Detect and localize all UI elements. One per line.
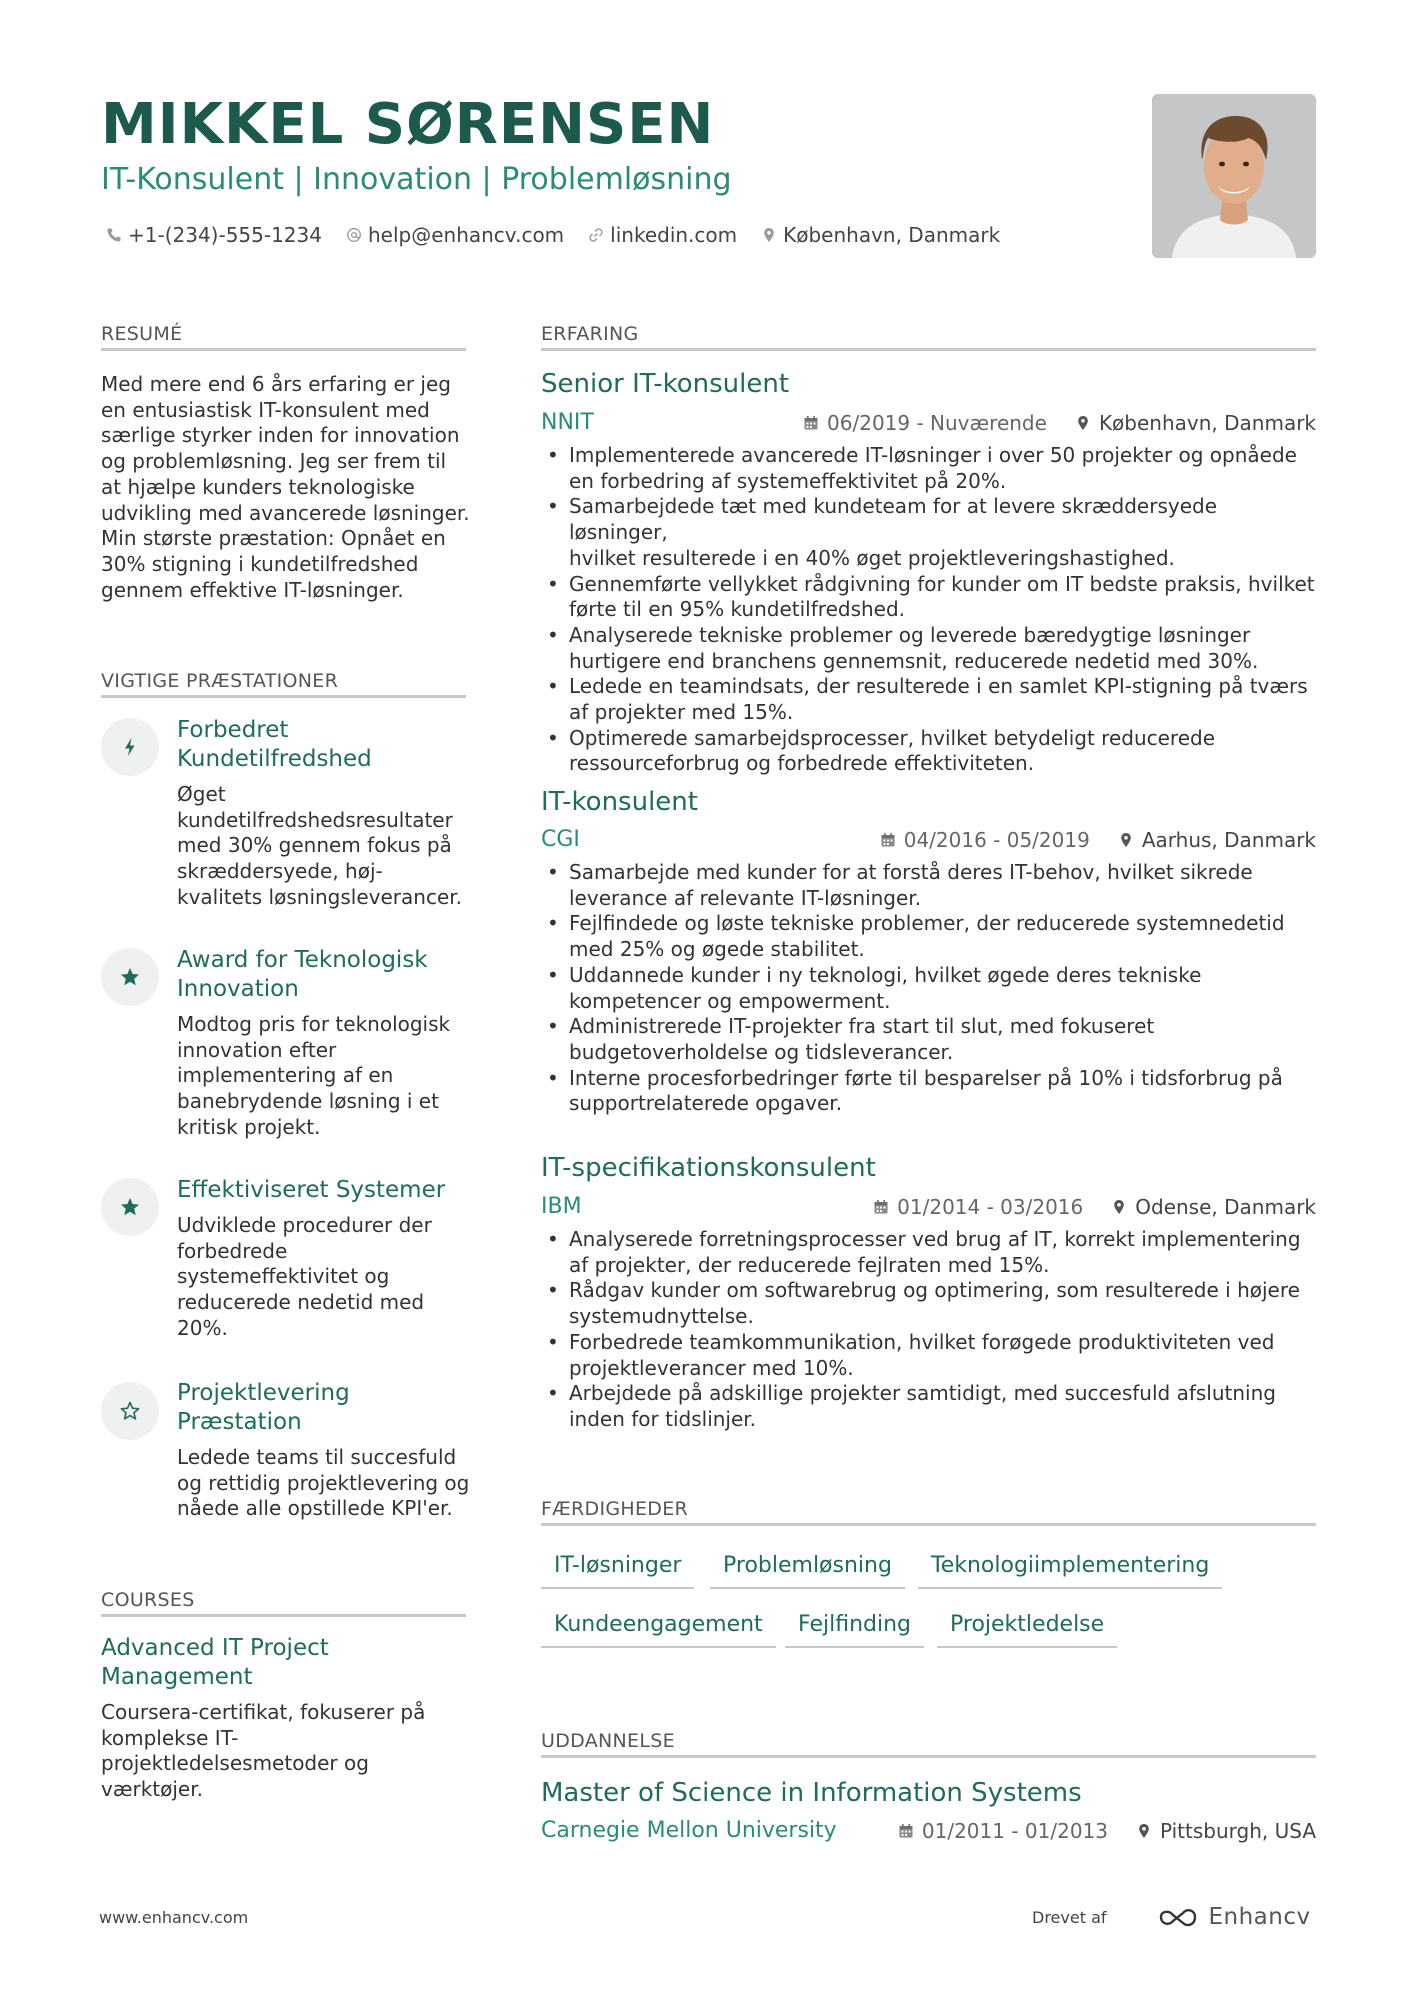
achievement-desc-line: nåede alle opstillede KPI'er.	[177, 1496, 453, 1521]
contact-text: +1-(234)-555-1234	[128, 223, 322, 247]
achievement-desc-line: systemeffektivitet og	[177, 1264, 390, 1289]
education-dates: 01/2011 - 01/2013	[921, 1819, 1108, 1843]
achievement-title-line: Forbedret	[177, 717, 289, 743]
achievement-desc-line: Øget	[177, 782, 226, 806]
location-icon	[1118, 832, 1134, 848]
achievement-title	[177, 1379, 467, 1437]
job-title: IT-specifikationskonsulent	[541, 1153, 876, 1183]
enhancv-logo-icon	[1155, 1905, 1209, 1929]
course-desc-line: værktøjer.	[101, 1777, 203, 1802]
achievements-section-title: VIGTIGE PRÆSTATIONER	[101, 670, 339, 692]
list-item: • Fejlfindede og løste tekniske problemer, der reducerede systemnedetid med 25% og øgede stabilitet.	[541, 911, 1321, 962]
achievement-title-line: Præstation	[177, 1409, 302, 1435]
contact-bar	[106, 220, 1024, 250]
list-item: • Samarbejdede tæt med kundeteam for at levere skræddersyede løsninger, hvilket resulterede i en 40% øget projektleveringshastighed.	[541, 494, 1321, 571]
summary-text	[101, 372, 471, 603]
list-item: • Gennemførte vellykket rådgivning for kunder om IT bedste praksis, hvilket førte til en 95% kundetilfredshed.	[541, 572, 1321, 623]
star-outline-icon	[119, 1400, 141, 1422]
course-desc-line: Coursera-certifikat, fokuserer på	[101, 1700, 426, 1724]
job-bullets	[541, 1227, 1321, 1433]
skill-tag: Fejlfinding	[785, 1610, 924, 1648]
achievement-desc-line: kritisk projekt.	[177, 1114, 321, 1139]
list-item: • Samarbejde med kunder for at forstå deres IT-behov, hvilket sikrede leverance af relevante IT-løsninger.	[541, 860, 1321, 911]
courses-section-title: COURSES	[101, 1589, 195, 1611]
job-bullets	[541, 443, 1321, 777]
list-item: • Ledede en teamindsats, der resulterede i en samlet KPI-stigning på tværs af projekter med 15%.	[541, 674, 1321, 725]
footer-website[interactable]: www.enhancv.com	[99, 1908, 249, 1927]
achievement-desc-line: og rettidig projektlevering og	[177, 1470, 470, 1495]
job-title: Senior IT-konsulent	[541, 369, 790, 399]
achievement-description	[177, 782, 467, 911]
contact-text: København, Danmark	[783, 223, 1001, 247]
achievement-title	[177, 716, 467, 774]
summary-line: en entusiastisk IT-konsulent med	[101, 397, 430, 422]
list-item: • Optimerede samarbejdsprocesser, hvilket betydeligt reducerede ressourceforbrug og forbedrede effektiviteten.	[541, 726, 1321, 777]
summary-line: at hjælpe kunders teknologiske	[101, 474, 415, 499]
skill-tag: Projektledelse	[937, 1610, 1117, 1648]
profile-photo	[1152, 94, 1316, 258]
calendar-icon	[803, 415, 819, 431]
powered-by-label: Drevet af	[1032, 1907, 1107, 1927]
location-icon	[1111, 1199, 1127, 1215]
education-meta	[898, 1817, 1316, 1845]
job-title: IT-konsulent	[541, 787, 698, 817]
summary-section-title: RESUMÉ	[101, 323, 183, 345]
candidate-tagline: IT-Konsulent | Innovation | Problemløsning	[101, 162, 732, 197]
footer-branding	[1032, 1904, 1311, 1930]
summary-line: 30% stigning i kundetilfredshed	[101, 551, 419, 576]
company-name: IBM	[541, 1194, 582, 1219]
course-title-line: Advanced IT Project	[101, 1635, 329, 1661]
contact-email[interactable]	[346, 223, 564, 247]
job-meta	[873, 1193, 1316, 1221]
job-location: Odense, Danmark	[1135, 1195, 1316, 1219]
achievement-title-line: Effektiviseret Systemer	[177, 1177, 446, 1203]
calendar-icon	[873, 1199, 889, 1215]
at-icon	[346, 227, 362, 243]
course-desc-line: komplekse IT-	[101, 1725, 239, 1750]
bolt-icon	[119, 736, 141, 758]
summary-line: udvikling med avancerede løsninger.	[101, 500, 470, 525]
star-icon	[119, 1196, 141, 1218]
achievement-desc-line: reducerede nedetid med	[177, 1290, 425, 1315]
brand-name: Enhancv	[1208, 1904, 1311, 1930]
summary-line: og problemløsning. Jeg ser frem til	[101, 449, 447, 474]
achievement-icon-badge	[101, 718, 159, 776]
list-item: • Interne procesforbedringer førte til besparelser på 10% i tidsforbrug på supportrelaterede opgaver.	[541, 1066, 1321, 1117]
list-item: • Rådgav kunder om softwarebrug og optimering, som resulterede i højere systemudnyttelse.	[541, 1278, 1321, 1329]
company-name: CGI	[541, 827, 580, 852]
experience-section-title: ERFARING	[541, 323, 639, 345]
section-divider	[101, 1614, 466, 1617]
achievement-icon-badge	[101, 1382, 159, 1440]
job-dates: 06/2019 - Nuværende	[827, 411, 1047, 435]
list-item: • Implementerede avancerede IT-løsninger i over 50 projekter og opnåede en forbedring af systemeffektivitet på 20%.	[541, 443, 1321, 494]
job-meta	[880, 826, 1316, 854]
achievement-desc-line: kvalitets løsningsleverancer.	[177, 884, 462, 909]
contact-text: help@enhancv.com	[367, 223, 565, 247]
phone-icon	[106, 227, 122, 243]
list-item: • Administrerede IT-projekter fra start til slut, med fokuseret budgetoverholdelse og tidsleverancer.	[541, 1014, 1321, 1065]
job-meta	[803, 409, 1316, 437]
achievement-title-line: Projektlevering	[177, 1380, 350, 1406]
job-location: Aarhus, Danmark	[1141, 828, 1316, 852]
section-divider	[541, 348, 1316, 351]
achievement-title-line: Innovation	[177, 976, 299, 1002]
achievement-title-line: Kundetilfredshed	[177, 746, 372, 772]
section-divider	[541, 1755, 1316, 1758]
skill-tag: Teknologiimplementering	[918, 1551, 1222, 1589]
skill-tag: Problemløsning	[710, 1551, 905, 1589]
contact-phone[interactable]	[106, 223, 322, 247]
location-icon	[1136, 1823, 1152, 1839]
achievement-desc-line: skræddersyede, høj-	[177, 859, 383, 884]
achievement-icon-badge	[101, 1178, 159, 1236]
candidate-name: MIKKEL SØRENSEN	[101, 92, 715, 157]
achievement-desc-line: kundetilfredshedsresultater	[177, 807, 453, 832]
achievement-desc-line: 20%.	[177, 1315, 228, 1340]
section-divider	[541, 1523, 1316, 1526]
section-divider	[101, 695, 466, 698]
school-name: Carnegie Mellon University	[541, 1818, 837, 1843]
link-icon	[588, 227, 604, 243]
education-location: Pittsburgh, USA	[1160, 1819, 1316, 1843]
skills-section-title: FÆRDIGHEDER	[541, 1498, 689, 1520]
summary-line: Med mere end 6 års erfaring er jeg	[101, 372, 451, 396]
achievement-description	[177, 1012, 467, 1141]
skill-tag: Kundeengagement	[541, 1610, 776, 1648]
achievement-desc-line: forbedrede	[177, 1238, 288, 1263]
achievement-description	[177, 1213, 467, 1342]
degree-title: Master of Science in Information Systems	[541, 1778, 1082, 1808]
contact-linkedin[interactable]	[588, 223, 737, 247]
job-dates: 04/2016 - 05/2019	[903, 828, 1090, 852]
achievement-title	[177, 946, 467, 1004]
list-item: • Analyserede tekniske problemer og leverede bæredygtige løsninger hurtigere end branchens gennemsnit, reducerede nedetid med 30%.	[541, 623, 1321, 674]
job-dates: 01/2014 - 03/2016	[897, 1195, 1084, 1219]
contact-location	[761, 223, 1000, 247]
calendar-icon	[898, 1823, 914, 1839]
calendar-icon	[880, 832, 896, 848]
achievement-desc-line: Ledede teams til succesfuld	[177, 1445, 457, 1469]
achievement-desc-line: innovation efter	[177, 1037, 337, 1062]
summary-line: Min største præstation: Opnået en	[101, 526, 446, 551]
location-icon	[761, 227, 777, 243]
contact-text: linkedin.com	[610, 223, 738, 247]
achievement-desc-line: Udviklede procedurer der	[177, 1213, 432, 1237]
job-bullets	[541, 860, 1321, 1117]
achievement-title	[177, 1176, 467, 1205]
list-item: • Arbejdede på adskillige projekter samtidigt, med succesfuld afslutning inden for tidslinjer.	[541, 1381, 1321, 1432]
summary-line: gennem effektive IT-løsninger.	[101, 577, 404, 602]
course-description	[101, 1700, 471, 1803]
list-item: • Uddannede kunder i ny teknologi, hvilket øgede deres tekniske kompetencer og empowerment.	[541, 963, 1321, 1014]
achievement-desc-line: implementering af en	[177, 1063, 394, 1088]
location-icon	[1075, 415, 1091, 431]
list-item: • Forbedrede teamkommunikation, hvilket forøgede produktiviteten ved projektleverancer med 10%.	[541, 1330, 1321, 1381]
course-title-line: Management	[101, 1664, 253, 1690]
achievement-desc-line: Modtog pris for teknologisk	[177, 1012, 451, 1036]
course-desc-line: projektledelsesmetoder og	[101, 1751, 369, 1776]
job-location: København, Danmark	[1098, 411, 1316, 435]
summary-line: særlige styrker inden for innovation	[101, 423, 460, 448]
list-item: • Analyserede forretningsprocesser ved brug af IT, korrekt implementering af projekter, der reducerede fejlraten med 15%.	[541, 1227, 1321, 1278]
achievement-desc-line: med 30% gennem fokus på	[177, 833, 452, 858]
section-divider	[101, 348, 466, 351]
brand-logo[interactable]	[1155, 1904, 1311, 1930]
achievement-icon-badge	[101, 948, 159, 1006]
company-name: NNIT	[541, 410, 594, 435]
skill-tag: IT-løsninger	[541, 1551, 694, 1589]
achievement-description	[177, 1445, 477, 1522]
achievement-title-line: Award for Teknologisk	[177, 947, 428, 973]
course-title	[101, 1634, 466, 1692]
achievement-desc-line: banebrydende løsning i et	[177, 1089, 439, 1114]
star-icon	[119, 966, 141, 988]
education-section-title: UDDANNELSE	[541, 1730, 675, 1752]
